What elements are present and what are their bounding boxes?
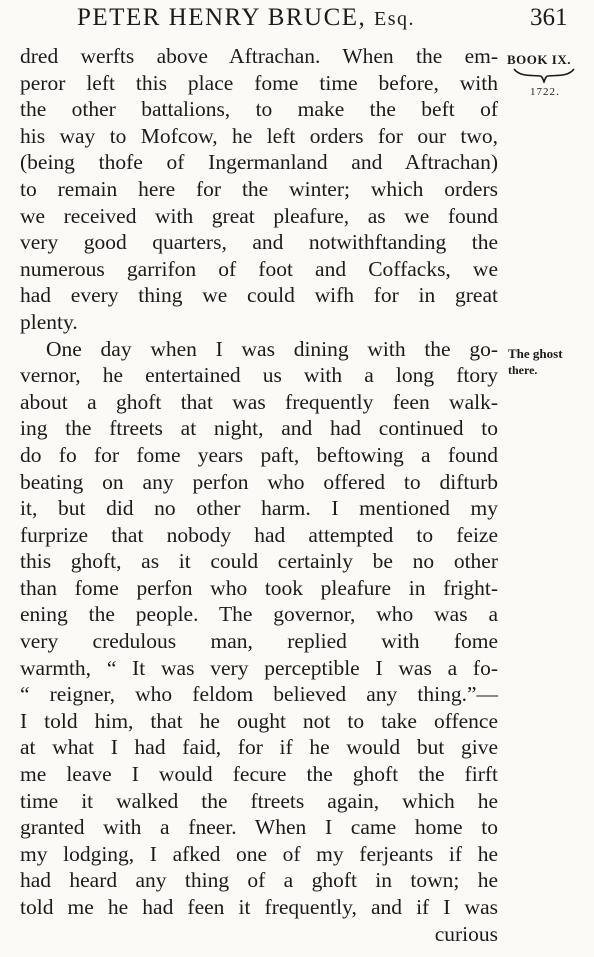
margin-note-ghost (508, 345, 563, 379)
text-line: about a ghoft that was frequently feen walk- (20, 389, 498, 414)
margin-year: 1722. (530, 86, 560, 98)
text-line: his way to Mofcow, he left orders for our two, (20, 123, 498, 148)
text-line: very credulous man, replied with fome (20, 629, 498, 654)
text-line: dred werfts above Aftrachan. When the em- (20, 44, 498, 68)
page-number: 361 (530, 4, 568, 31)
text-line: to remain here for the winter; which orders (20, 176, 498, 201)
curly-brace-icon (512, 67, 576, 83)
margin-note-line-1: The ghost (508, 346, 563, 361)
text-line: peror left this place fome time before, with (20, 70, 498, 95)
text-line: warmth, “ It was very perceptible I was a fo- (20, 655, 498, 680)
text-line: at what I had faid, for if he would but give (20, 735, 498, 760)
text-line: it, but did no other harm. I mentioned my (20, 496, 498, 521)
running-head-suffix: Esq. (374, 8, 416, 30)
body-text (20, 43, 498, 947)
text-line: than fome perfon who took pleafure in fright- (20, 575, 498, 600)
text-line: me leave I would fecure the ghoft the firft (20, 762, 498, 787)
running-head (77, 4, 415, 32)
text-line: “ reigner, who feldom believed any thing.”— (20, 682, 498, 707)
text-line: this ghoft, as it could certainly be no other (20, 549, 498, 574)
text-line: beating on any perfon who offered to difturb (20, 469, 498, 494)
text-line: had heard any thing of a ghoft in town; he (20, 868, 498, 893)
text-line: ening the people. The governor, who was a (20, 602, 498, 627)
text-line: told me he had feen it frequently, and if I was (20, 895, 498, 919)
catchword: curious (434, 921, 498, 946)
margin-book-label: BOOK IX. (507, 52, 571, 67)
text-line: furprize that nobody had attempted to feize (20, 522, 498, 547)
text-line: numerous garrifon of foot and Coffacks, we (20, 256, 498, 281)
running-head-title: PETER HENRY BRUCE, (77, 4, 367, 31)
text-line: the other battalions, to make the beft of (20, 97, 498, 122)
text-line: very good quarters, and notwithftanding the (20, 230, 498, 255)
margin-note-line-2: there. (508, 363, 538, 377)
text-line: One day when I was dining with the go- (46, 336, 498, 361)
text-line: had every thing we could wifh for in great (20, 283, 498, 308)
text-line: do fo for fome years paft, beftowing a found (20, 442, 498, 467)
text-line: vernor, he entertained us with a long ftory (20, 363, 498, 388)
text-line: I told him, that he ought not to take offence (20, 708, 498, 733)
text-line: (being thofe of Ingermanland and Aftrachan) (20, 150, 498, 175)
text-line: granted with a fneer. When I came home to (20, 815, 498, 840)
text-line: we received with great pleafure, as we found (20, 203, 498, 228)
text-line: my lodging, I afked one of my ferjeants if he (20, 841, 498, 866)
text-line: plenty. (20, 309, 78, 334)
text-line: ing the ftreets at night, and had continued to (20, 416, 498, 441)
text-line: time it walked the ftreets again, which he (20, 788, 498, 813)
